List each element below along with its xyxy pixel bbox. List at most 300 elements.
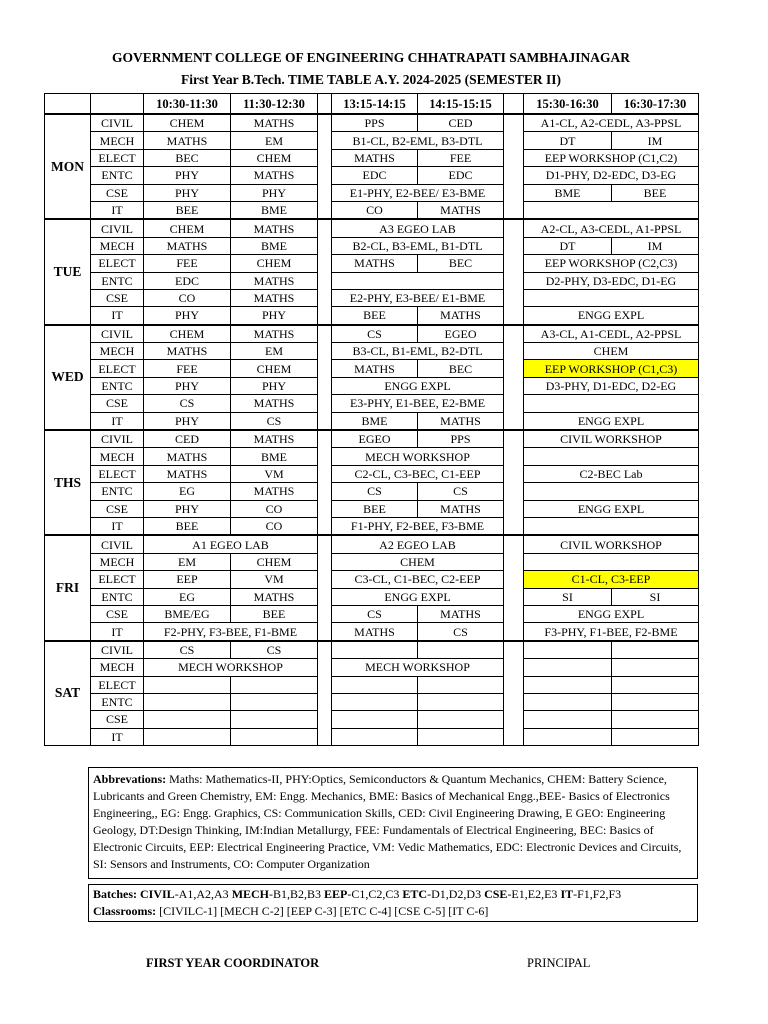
class-cell [524,517,699,535]
class-cell: ENGG EXPL [524,307,699,325]
branch-label: CSE [91,500,144,517]
break-gap [504,641,524,659]
class-cell: A3-CL, A1-CEDL, A2-PPSL [524,325,699,343]
class-cell: BEE [231,605,318,622]
branch-label: CSE [91,184,144,201]
class-cell: CO [231,517,318,535]
class-cell: CIVIL WORKSHOP [524,535,699,553]
branch-label: ELECT [91,571,144,588]
branch-label: IT [91,517,144,535]
break-gap [318,184,332,201]
break-gap [504,114,524,132]
class-cell [612,711,699,728]
class-cell [524,641,612,659]
class-cell: CHEM [332,553,504,570]
classrooms-line [93,903,693,920]
class-cell: C2-BEC Lab [524,465,699,482]
day-row [45,395,699,412]
class-cell: CO [231,500,318,517]
class-cell [612,693,699,710]
class-cell: A3 EGEO LAB [332,219,504,237]
class-cell: BME [524,184,612,201]
class-cell: BME [332,412,418,430]
class-cell: MATHS [231,167,318,184]
batch-groups: -C1,C2,C3 [347,887,403,901]
class-cell: MATHS [418,500,504,517]
class-cell: EDC [144,272,231,289]
class-cell [231,693,318,710]
day-row [45,114,699,132]
corner-cell [91,94,144,115]
day-label: THS [45,430,91,535]
class-cell [332,641,418,659]
class-cell: DT [524,132,612,149]
class-cell [524,659,612,676]
day-row [45,289,699,306]
break-gap [318,201,332,219]
day-row [45,535,699,553]
batches-line [93,886,693,903]
day-label: SAT [45,641,91,746]
day-row [45,307,699,325]
class-cell: MECH WORKSHOP [332,448,504,465]
break-gap [504,659,524,676]
class-cell: EEP WORKSHOP (C2,C3) [524,255,699,272]
class-cell: CHEM [231,360,318,377]
branch-label: IT [91,307,144,325]
break-gap [318,360,332,377]
break-gap [318,623,332,641]
class-cell: MATHS [332,623,418,641]
day-row [45,149,699,166]
class-cell: BEE [612,184,699,201]
class-cell: CO [332,201,418,219]
branch-label: CIVIL [91,430,144,448]
class-cell: CS [332,325,418,343]
class-cell [612,676,699,693]
principal-signature: PRINCIPAL [527,956,591,970]
day-row [45,465,699,482]
class-cell [524,693,612,710]
class-cell: D3-PHY, D1-EDC, D2-EG [524,377,699,394]
break-gap [318,605,332,622]
class-cell: VM [231,465,318,482]
class-cell: FEE [418,149,504,166]
break-gap [318,412,332,430]
class-cell: BME [231,201,318,219]
class-cell: MATHS [231,483,318,500]
branch-label: MECH [91,343,144,360]
break-gap [504,149,524,166]
break-gap [504,219,524,237]
branch-label: IT [91,412,144,430]
branch-label: ELECT [91,149,144,166]
day-row [45,430,699,448]
break-gap [504,483,524,500]
class-cell [524,289,699,306]
batch-name: MECH [231,887,270,901]
class-cell: BEC [418,255,504,272]
class-cell [418,711,504,728]
abbreviations-label: Abbrevations: [93,772,167,786]
class-cell: MATHS [144,132,231,149]
branch-label: CIVIL [91,325,144,343]
time-slot-header: 11:30-12:30 [231,94,318,115]
break-gap [318,693,332,710]
class-cell: PHY [144,167,231,184]
break-gap [504,605,524,622]
day-row [45,377,699,394]
day-row [45,412,699,430]
branch-label: ENTC [91,377,144,394]
class-cell [524,201,699,219]
header-row [45,94,699,115]
class-cell [418,676,504,693]
class-cell: EM [231,132,318,149]
class-cell: PHY [231,307,318,325]
class-cell [524,448,699,465]
class-cell: MATHS [332,360,418,377]
class-cell: MATHS [144,448,231,465]
time-slot-header: 15:30-16:30 [524,94,612,115]
class-cell: CHEM [231,553,318,570]
class-cell: MATHS [418,201,504,219]
day-label: WED [45,325,91,430]
class-cell: BEE [144,517,231,535]
break-gap [504,184,524,201]
class-cell: MECH WORKSHOP [332,659,504,676]
class-cell: CIVIL WORKSHOP [524,430,699,448]
branch-label: ENTC [91,272,144,289]
break-gap [318,500,332,517]
class-cell: ENGG EXPL [332,588,504,605]
branch-label: ENTC [91,167,144,184]
class-cell: CS [231,412,318,430]
class-cell: BEC [144,149,231,166]
day-row [45,483,699,500]
day-row [45,184,699,201]
break-gap [504,676,524,693]
class-cell: MATHS [332,149,418,166]
break-gap [318,255,332,272]
batch-name: IT [560,887,574,901]
class-cell [524,395,699,412]
break-gap [318,114,332,132]
break-gap [504,571,524,588]
class-cell [144,711,231,728]
class-cell: PHY [231,184,318,201]
class-cell: EEP WORKSHOP (C1,C2) [524,149,699,166]
branch-label: MECH [91,553,144,570]
abbreviations-text: Maths: Mathematics-II, PHY:Optics, Semiconductors & Quantum Mechanics, CHEM: Battery Science, Lubricants and Green Chemistry, EM: Engg. Mechanics, BME: Basics of Mechanical Engg.,BEE- Basics of Electronics Engineering,, EG: Engg. Graphics, CS: Communication Skills, CED: Civil Engineering Drawing, E GEO: Engineering Geology, DT:Design Thinking, IM:Indian Metallurgy, FEE: Fundamentals of Electrical Engineering, BEC: Basics of Electronic Circuits, EEP: Electrical Engineering Practice, VM: Vedic Mathematics, EDC: Electronic Devices and Circuits, SI: Sensors and Instruments, CO: Computer Organization [93,772,682,871]
break-gap [504,167,524,184]
break-gap [318,289,332,306]
day-row [45,448,699,465]
day-row [45,132,699,149]
class-cell: CS [418,483,504,500]
batch-groups: -D1,D2,D3 [427,887,485,901]
class-cell: ENGG EXPL [332,377,504,394]
branch-label: CSE [91,711,144,728]
break-gap [318,219,332,237]
break-gap [318,571,332,588]
class-cell: MATHS [332,255,418,272]
break-gap [504,535,524,553]
branch-label: ELECT [91,360,144,377]
class-cell: CS [144,395,231,412]
class-cell: DT [524,237,612,254]
batch-groups: -B1,B2,B3 [269,887,325,901]
class-cell: E2-PHY, E3-BEE/ E1-BME [332,289,504,306]
class-cell: F1-PHY, F2-BEE, F3-BME [332,517,504,535]
day-row [45,167,699,184]
class-cell: PHY [231,377,318,394]
abbreviations-box [88,767,698,879]
break-gap [504,395,524,412]
class-cell: CS [144,641,231,659]
branch-label: ELECT [91,255,144,272]
break-gap [504,289,524,306]
class-cell: BME/EG [144,605,231,622]
break-gap [318,307,332,325]
class-cell: CS [332,483,418,500]
class-cell: EDC [332,167,418,184]
class-cell: A2 EGEO LAB [332,535,504,553]
batch-groups: -E1,E2,E3 [507,887,561,901]
break-gap [318,149,332,166]
break-gap [504,430,524,448]
class-cell: PHY [144,184,231,201]
class-cell [144,728,231,745]
class-cell [418,728,504,745]
class-cell [144,676,231,693]
class-cell: ENGG EXPL [524,500,699,517]
class-cell: ENGG EXPL [524,605,699,622]
break-gap [318,237,332,254]
break-gap [318,395,332,412]
class-cell [231,728,318,745]
class-cell: F2-PHY, F3-BEE, F1-BME [144,623,318,641]
branch-label: CSE [91,395,144,412]
class-cell: MATHS [231,219,318,237]
break-gap [504,623,524,641]
break-gap [318,711,332,728]
class-cell: E1-PHY, E2-BEE/ E3-BME [332,184,504,201]
day-row [45,571,699,588]
day-row [45,325,699,343]
day-row [45,659,699,676]
break-gap [318,325,332,343]
class-cell: CED [144,430,231,448]
branch-label: ELECT [91,465,144,482]
class-cell: MATHS [231,114,318,132]
break-gap [504,711,524,728]
timetable [44,93,699,746]
break-gap [318,132,332,149]
class-cell: PHY [144,500,231,517]
class-cell [524,711,612,728]
batch-name: ETC [402,887,428,901]
class-cell: CO [144,289,231,306]
break-gap [504,448,524,465]
class-cell: MATHS [144,343,231,360]
class-cell: A2-CL, A3-CEDL, A1-PPSL [524,219,699,237]
class-cell: PHY [144,377,231,394]
branch-label: MECH [91,132,144,149]
break-gap [318,676,332,693]
college-name: GOVERNMENT COLLEGE OF ENGINEERING CHHATRAPATI SAMBHAJINAGAR [112,50,630,65]
class-cell: PPS [418,430,504,448]
break-gap [504,728,524,745]
class-cell: E3-PHY, E1-BEE, E2-BME [332,395,504,412]
branch-label: CSE [91,289,144,306]
break-gap [504,693,524,710]
class-cell: B3-CL, B1-EML, B2-DTL [332,343,504,360]
class-cell: C1-CL, C3-EEP [524,571,699,588]
class-cell [418,641,504,659]
class-cell [612,659,699,676]
class-cell [524,728,612,745]
break-gap [318,535,332,553]
class-cell [332,693,418,710]
day-label: MON [45,114,91,219]
class-cell: CHEM [144,114,231,132]
class-cell: BEE [144,201,231,219]
class-cell: EM [231,343,318,360]
break-gap [318,343,332,360]
class-cell [612,641,699,659]
break-gap [318,641,332,659]
break-gap [504,237,524,254]
class-cell: BME [231,237,318,254]
class-cell: MATHS [231,395,318,412]
batch-name: CIVIL [140,887,175,901]
time-slot-header: 14:15-15:15 [418,94,504,115]
day-label: TUE [45,219,91,324]
class-cell: MATHS [231,272,318,289]
batches-label: Batches: [93,887,137,901]
day-row [45,641,699,659]
branch-label: CIVIL [91,219,144,237]
branch-label: ENTC [91,588,144,605]
break-gap [504,500,524,517]
day-row [45,517,699,535]
class-cell: IM [612,132,699,149]
day-row [45,360,699,377]
break-gap [504,343,524,360]
break-gap [504,588,524,605]
break-gap [318,728,332,745]
class-cell: C3-CL, C1-BEC, C2-EEP [332,571,504,588]
class-cell: C2-CL, C3-BEC, C1-EEP [332,465,504,482]
class-cell: PHY [144,412,231,430]
class-cell [332,728,418,745]
class-cell: FEE [144,255,231,272]
corner-cell [45,94,91,115]
break-gap [504,553,524,570]
break-gap [318,272,332,289]
time-slot-header: 10:30-11:30 [144,94,231,115]
class-cell [144,693,231,710]
batch-groups: -F1,F2,F3 [573,887,622,901]
break-gap [318,483,332,500]
class-cell: EEP WORKSHOP (C1,C3) [524,360,699,377]
day-row [45,343,699,360]
day-row [45,693,699,710]
class-cell: PHY [144,307,231,325]
class-cell: CHEM [231,149,318,166]
timetable-subtitle: First Year B.Tech. TIME TABLE A.Y. 2024-2025 (SEMESTER II) [180,72,562,87]
day-row [45,219,699,237]
day-row [45,500,699,517]
class-cell: SI [524,588,612,605]
day-row [45,605,699,622]
break-gap [504,412,524,430]
class-cell: F3-PHY, F1-BEE, F2-BME [524,623,699,641]
break-gap [504,132,524,149]
class-cell: EDC [418,167,504,184]
coordinator-signature: FIRST YEAR COORDINATOR [146,956,320,970]
class-cell: CED [418,114,504,132]
class-cell: MECH WORKSHOP [144,659,318,676]
class-cell: MATHS [144,465,231,482]
day-row [45,201,699,219]
day-row [45,728,699,745]
time-slot-header: 13:15-14:15 [332,94,418,115]
class-cell: CHEM [144,325,231,343]
class-cell [332,272,504,289]
branch-label: IT [91,728,144,745]
time-slot-header: 16:30-17:30 [612,94,699,115]
break-gap [504,465,524,482]
class-cell: B1-CL, B2-EML, B3-DTL [332,132,504,149]
batch-groups: -A1,A2,A3 [174,887,232,901]
break-gap [504,360,524,377]
class-cell: BEE [332,500,418,517]
class-cell: EGEO [418,325,504,343]
class-cell: A1 EGEO LAB [144,535,318,553]
class-cell: MATHS [418,412,504,430]
class-cell: SI [612,588,699,605]
class-cell: EG [144,483,231,500]
batches-box [88,884,698,922]
class-cell [524,483,699,500]
class-cell: MATHS [231,430,318,448]
break-gap [318,659,332,676]
day-row [45,272,699,289]
classrooms-label: Classrooms: [93,904,157,918]
class-cell: CHEM [524,343,699,360]
class-cell [524,676,612,693]
branch-label: IT [91,201,144,219]
class-cell [332,676,418,693]
class-cell: MATHS [231,289,318,306]
branch-label: MECH [91,448,144,465]
break-gap [504,307,524,325]
break-gap [318,377,332,394]
class-cell: CHEM [231,255,318,272]
break-gap [504,377,524,394]
class-cell: EEP [144,571,231,588]
class-cell: MATHS [418,307,504,325]
class-cell: MATHS [231,325,318,343]
branch-label: ENTC [91,483,144,500]
break-gap [318,167,332,184]
class-cell: CS [231,641,318,659]
day-row [45,676,699,693]
class-cell: VM [231,571,318,588]
break-gap [318,553,332,570]
